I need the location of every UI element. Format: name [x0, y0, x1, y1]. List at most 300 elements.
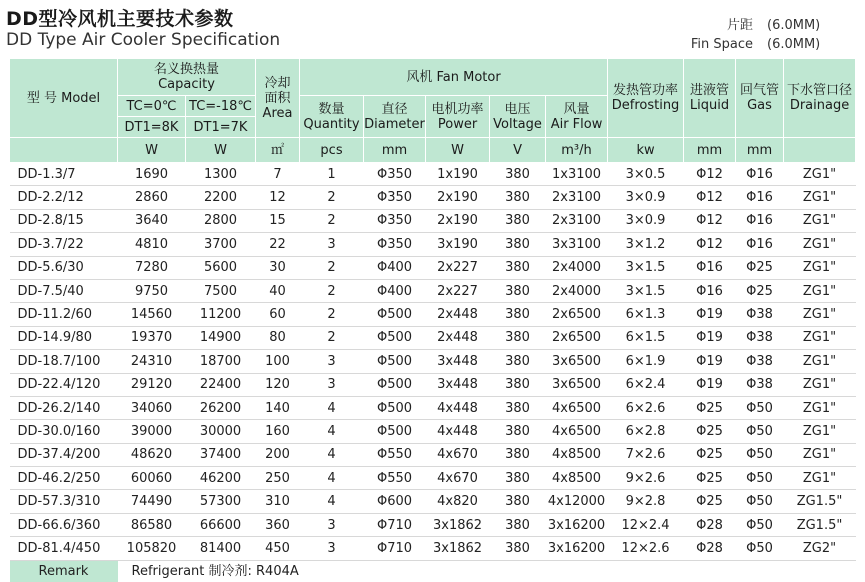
cell-capacity-0c: 60060 [118, 467, 186, 490]
cell-gas: Φ50 [736, 513, 784, 536]
cell-capacity-18c: 18700 [186, 350, 256, 373]
cell-quantity: 2 [300, 303, 364, 326]
header-fan-motor: 风机 Fan Motor [300, 59, 608, 96]
cell-power: 2x190 [426, 186, 490, 209]
unit-cell: W [118, 138, 186, 163]
cell-voltage: 380 [490, 279, 546, 302]
cell-diameter: Φ400 [364, 256, 426, 279]
unit-cell: kw [608, 138, 684, 163]
cell-capacity-0c: 24310 [118, 350, 186, 373]
cell-drainage: ZG1" [784, 326, 856, 349]
cell-power: 2x227 [426, 256, 490, 279]
cell-area: 450 [256, 537, 300, 560]
cell-voltage: 380 [490, 420, 546, 443]
cell-capacity-0c: 4810 [118, 233, 186, 256]
cell-gas: Φ50 [736, 467, 784, 490]
cell-capacity-18c: 22400 [186, 373, 256, 396]
cell-drainage: ZG1.5" [784, 490, 856, 513]
cell-defrost: 6×1.9 [608, 350, 684, 373]
cell-capacity-18c: 2800 [186, 209, 256, 232]
cell-liquid: Φ19 [684, 326, 736, 349]
cell-defrost: 7×2.6 [608, 443, 684, 466]
cell-capacity-18c: 30000 [186, 420, 256, 443]
cell-voltage: 380 [490, 396, 546, 419]
table-row [10, 303, 856, 326]
cell-capacity-0c: 29120 [118, 373, 186, 396]
cell-diameter: Φ500 [364, 350, 426, 373]
table-row [10, 513, 856, 536]
fin-space-cn-label: 片距 [726, 18, 753, 33]
cell-airflow: 4x6500 [546, 420, 608, 443]
cell-capacity-0c: 1690 [118, 163, 186, 186]
remark-text: Refrigerant 制冷剂: R404A [131, 563, 299, 579]
cell-capacity-18c: 46200 [186, 467, 256, 490]
cell-area: 160 [256, 420, 300, 443]
cell-model: DD-7.5/40 [10, 279, 118, 302]
cell-quantity: 4 [300, 420, 364, 443]
cell-model: DD-26.2/140 [10, 396, 118, 419]
table-row [10, 326, 856, 349]
cell-drainage: ZG1" [784, 233, 856, 256]
cell-liquid: Φ19 [684, 303, 736, 326]
cell-defrost: 6×2.4 [608, 373, 684, 396]
header-qty-en: Quantity [303, 116, 360, 132]
cell-capacity-0c: 48620 [118, 443, 186, 466]
cell-gas: Φ38 [736, 303, 784, 326]
table-header [10, 59, 856, 163]
cell-capacity-0c: 39000 [118, 420, 186, 443]
cell-model: DD-18.7/100 [10, 350, 118, 373]
header-dia-cn: 直径 [381, 101, 408, 117]
cell-defrost: 9×2.8 [608, 490, 684, 513]
cell-model: DD-2.2/12 [10, 186, 118, 209]
cell-power: 4x820 [426, 490, 490, 513]
cell-voltage: 380 [490, 467, 546, 490]
header-volt-en: Voltage [493, 116, 542, 132]
cell-voltage: 380 [490, 209, 546, 232]
header-area-cn1: 冷却 [264, 75, 291, 91]
cell-diameter: Φ500 [364, 420, 426, 443]
fin-space-block [691, 16, 841, 54]
cell-area: 250 [256, 467, 300, 490]
cell-gas: Φ38 [736, 350, 784, 373]
cell-drainage: ZG1" [784, 467, 856, 490]
cell-model: DD-46.2/250 [10, 467, 118, 490]
cell-capacity-18c: 37400 [186, 443, 256, 466]
fin-space-cn-value: (6.0MM) [767, 18, 821, 33]
cell-defrost: 6×1.3 [608, 303, 684, 326]
cell-capacity-18c: 66600 [186, 513, 256, 536]
cell-power: 4x448 [426, 420, 490, 443]
header-defrost [608, 59, 684, 138]
cell-drainage: ZG1" [784, 420, 856, 443]
cell-airflow: 2x6500 [546, 303, 608, 326]
cell-airflow: 1x3100 [546, 163, 608, 186]
cell-quantity: 3 [300, 233, 364, 256]
cell-area: 30 [256, 256, 300, 279]
cell-model: DD-2.8/15 [10, 209, 118, 232]
cell-area: 15 [256, 209, 300, 232]
fin-space-en-label: Fin Space [690, 37, 753, 52]
cell-airflow: 4x12000 [546, 490, 608, 513]
cell-capacity-0c: 34060 [118, 396, 186, 419]
cell-model: DD-5.6/30 [10, 256, 118, 279]
cell-quantity: 3 [300, 350, 364, 373]
cell-diameter: Φ600 [364, 490, 426, 513]
cell-area: 360 [256, 513, 300, 536]
table-row [10, 186, 856, 209]
cell-diameter: Φ500 [364, 303, 426, 326]
table-row [10, 420, 856, 443]
cell-drainage: ZG1" [784, 256, 856, 279]
header-liquid [684, 59, 736, 138]
cell-capacity-18c: 57300 [186, 490, 256, 513]
table-row [10, 537, 856, 560]
cell-power: 2x227 [426, 279, 490, 302]
cell-quantity: 2 [300, 186, 364, 209]
cell-model: DD-37.4/200 [10, 443, 118, 466]
header-drainage [784, 59, 856, 138]
cell-area: 7 [256, 163, 300, 186]
cell-quantity: 2 [300, 279, 364, 302]
cell-voltage: 380 [490, 350, 546, 373]
cell-capacity-18c: 2200 [186, 186, 256, 209]
header-liquid-cn: 进液管 [690, 83, 730, 98]
cell-capacity-0c: 105820 [118, 537, 186, 560]
cell-capacity-0c: 3640 [118, 209, 186, 232]
cell-quantity: 2 [300, 326, 364, 349]
cell-power: 4x448 [426, 396, 490, 419]
cell-model: DD-66.6/360 [10, 513, 118, 536]
cell-liquid: Φ25 [684, 420, 736, 443]
cell-liquid: Φ12 [684, 233, 736, 256]
cell-diameter: Φ500 [364, 373, 426, 396]
cell-diameter: Φ500 [364, 326, 426, 349]
cell-gas: Φ25 [736, 279, 784, 302]
table-body [10, 163, 856, 582]
unit-cell: ㎡ [256, 138, 300, 163]
cell-capacity-18c: 3700 [186, 233, 256, 256]
header-drain-cn: 下水管口径 [787, 83, 853, 98]
page-title-cn: DD型冷风机主要技术参数 [6, 8, 234, 30]
table-row [10, 256, 856, 279]
cell-area: 200 [256, 443, 300, 466]
cell-airflow: 3x16200 [546, 513, 608, 536]
cell-defrost: 3×1.5 [608, 256, 684, 279]
cell-model: DD-22.4/120 [10, 373, 118, 396]
cell-voltage: 380 [490, 490, 546, 513]
cell-liquid: Φ12 [684, 186, 736, 209]
cell-diameter: Φ350 [364, 209, 426, 232]
table-row [10, 467, 856, 490]
cell-voltage: 380 [490, 373, 546, 396]
header-gas [736, 59, 784, 138]
cell-capacity-0c: 2860 [118, 186, 186, 209]
cell-capacity-0c: 9750 [118, 279, 186, 302]
cell-gas: Φ16 [736, 163, 784, 186]
header-tc2: TC=-18℃ [186, 96, 256, 117]
cell-drainage: ZG1" [784, 209, 856, 232]
cell-capacity-18c: 1300 [186, 163, 256, 186]
cell-power: 3x1862 [426, 537, 490, 560]
cell-voltage: 380 [490, 163, 546, 186]
header-airflow [546, 96, 608, 138]
cell-diameter: Φ550 [364, 443, 426, 466]
cell-voltage: 380 [490, 233, 546, 256]
cell-airflow: 3x16200 [546, 537, 608, 560]
cell-drainage: ZG2" [784, 537, 856, 560]
cell-quantity: 3 [300, 537, 364, 560]
cell-liquid: Φ16 [684, 256, 736, 279]
header-area-cn2: 面积 [264, 90, 291, 106]
cell-voltage: 380 [490, 513, 546, 536]
cell-gas: Φ50 [736, 396, 784, 419]
table-row [10, 490, 856, 513]
header-gas-en: Gas [747, 98, 772, 113]
cell-power: 3x448 [426, 373, 490, 396]
cell-model: DD-3.7/22 [10, 233, 118, 256]
cell-liquid: Φ25 [684, 467, 736, 490]
cell-defrost: 3×0.5 [608, 163, 684, 186]
cell-capacity-18c: 7500 [186, 279, 256, 302]
cell-voltage: 380 [490, 537, 546, 560]
cell-diameter: Φ350 [364, 233, 426, 256]
cell-liquid: Φ16 [684, 279, 736, 302]
cell-liquid: Φ19 [684, 373, 736, 396]
cell-voltage: 380 [490, 443, 546, 466]
cell-capacity-18c: 26200 [186, 396, 256, 419]
cell-quantity: 2 [300, 209, 364, 232]
cell-quantity: 2 [300, 256, 364, 279]
cell-liquid: Φ19 [684, 350, 736, 373]
header-diameter [364, 96, 426, 138]
cell-drainage: ZG1" [784, 163, 856, 186]
cell-voltage: 380 [490, 256, 546, 279]
cell-diameter: Φ350 [364, 186, 426, 209]
cell-liquid: Φ12 [684, 163, 736, 186]
header-flow-cn: 风量 [563, 101, 590, 117]
header-quantity [300, 96, 364, 138]
cell-capacity-18c: 5600 [186, 256, 256, 279]
cell-defrost: 6×2.8 [608, 420, 684, 443]
cell-defrost: 3×0.9 [608, 209, 684, 232]
cell-liquid: Φ25 [684, 443, 736, 466]
table-row [10, 396, 856, 419]
cell-capacity-0c: 86580 [118, 513, 186, 536]
unit-cell: V [490, 138, 546, 163]
cell-defrost: 12×2.4 [608, 513, 684, 536]
unit-cell [784, 138, 856, 163]
cell-gas: Φ38 [736, 326, 784, 349]
header-flow-en: Air Flow [550, 116, 603, 132]
cell-diameter: Φ710 [364, 513, 426, 536]
cell-quantity: 4 [300, 490, 364, 513]
header-area [256, 59, 300, 138]
cell-airflow: 2x4000 [546, 256, 608, 279]
cell-model: DD-11.2/60 [10, 303, 118, 326]
cell-area: 80 [256, 326, 300, 349]
cell-defrost: 9×2.6 [608, 467, 684, 490]
cell-defrost: 12×2.6 [608, 537, 684, 560]
cell-area: 60 [256, 303, 300, 326]
remark-row [10, 560, 856, 582]
cell-power: 1x190 [426, 163, 490, 186]
cell-power: 3x190 [426, 233, 490, 256]
cell-power: 4x670 [426, 467, 490, 490]
cell-liquid: Φ25 [684, 396, 736, 419]
cell-diameter: Φ500 [364, 396, 426, 419]
header-volt-cn: 电压 [504, 101, 531, 117]
cell-area: 12 [256, 186, 300, 209]
cell-power: 2x448 [426, 326, 490, 349]
cell-capacity-0c: 7280 [118, 256, 186, 279]
header-capacity [118, 59, 256, 96]
cell-gas: Φ50 [736, 490, 784, 513]
cell-quantity: 3 [300, 513, 364, 536]
cell-liquid: Φ12 [684, 209, 736, 232]
cell-diameter: Φ550 [364, 467, 426, 490]
cell-area: 120 [256, 373, 300, 396]
cell-drainage: ZG1" [784, 396, 856, 419]
cell-airflow: 4x8500 [546, 443, 608, 466]
cell-gas: Φ38 [736, 373, 784, 396]
table-row [10, 443, 856, 466]
table-row [10, 233, 856, 256]
cell-power: 2x448 [426, 303, 490, 326]
fin-space-en-value: (6.0MM) [767, 37, 821, 52]
header-capacity-en: Capacity [158, 77, 215, 92]
cell-defrost: 3×1.2 [608, 233, 684, 256]
cell-diameter: Φ400 [364, 279, 426, 302]
cell-model: DD-30.0/160 [10, 420, 118, 443]
cell-quantity: 1 [300, 163, 364, 186]
cell-drainage: ZG1" [784, 373, 856, 396]
cell-power: 4x670 [426, 443, 490, 466]
spec-table [9, 58, 856, 582]
header-power-en: Power [437, 116, 478, 132]
cell-liquid: Φ28 [684, 513, 736, 536]
cell-model: DD-14.9/80 [10, 326, 118, 349]
cell-model: DD-1.3/7 [10, 163, 118, 186]
cell-capacity-0c: 14560 [118, 303, 186, 326]
unit-cell: W [426, 138, 490, 163]
cell-area: 100 [256, 350, 300, 373]
cell-capacity-18c: 81400 [186, 537, 256, 560]
cell-defrost: 3×1.5 [608, 279, 684, 302]
cell-airflow: 3x6500 [546, 350, 608, 373]
cell-quantity: 4 [300, 443, 364, 466]
table-row [10, 279, 856, 302]
unit-cell: W [186, 138, 256, 163]
cell-airflow: 2x6500 [546, 326, 608, 349]
header-liquid-en: Liquid [689, 98, 730, 113]
cell-area: 22 [256, 233, 300, 256]
cell-area: 140 [256, 396, 300, 419]
header-defrost-en: Defrosting [611, 98, 680, 113]
cell-gas: Φ50 [736, 443, 784, 466]
cell-gas: Φ50 [736, 537, 784, 560]
cell-area: 40 [256, 279, 300, 302]
cell-power: 2x190 [426, 209, 490, 232]
cell-drainage: ZG1" [784, 279, 856, 302]
cell-gas: Φ16 [736, 233, 784, 256]
cell-airflow: 3x6500 [546, 373, 608, 396]
cell-capacity-0c: 19370 [118, 326, 186, 349]
cell-airflow: 4x8500 [546, 467, 608, 490]
header-gas-cn: 回气管 [740, 83, 780, 98]
cell-capacity-18c: 14900 [186, 326, 256, 349]
cell-drainage: ZG1" [784, 350, 856, 373]
cell-gas: Φ50 [736, 420, 784, 443]
remark-label: Remark [10, 560, 118, 582]
header-qty-cn: 数量 [318, 101, 345, 117]
header-dia-en: Diameter [364, 116, 425, 132]
table-row [10, 163, 856, 186]
cell-model: DD-81.4/450 [10, 537, 118, 560]
cell-airflow: 2x3100 [546, 186, 608, 209]
cell-defrost: 6×1.5 [608, 326, 684, 349]
header-defrost-cn: 发热管功率 [613, 83, 679, 98]
header-voltage [490, 96, 546, 138]
cell-airflow: 2x3100 [546, 209, 608, 232]
unit-cell: mm [684, 138, 736, 163]
table-row [10, 209, 856, 232]
cell-model: DD-57.3/310 [10, 490, 118, 513]
header-area-en: Area [262, 105, 293, 121]
cell-capacity-18c: 11200 [186, 303, 256, 326]
header-drain-en: Drainage [789, 98, 850, 113]
cell-area: 310 [256, 490, 300, 513]
cell-quantity: 4 [300, 467, 364, 490]
cell-airflow: 2x4000 [546, 279, 608, 302]
cell-power: 3x1862 [426, 513, 490, 536]
header-capacity-cn: 名义换热量 [154, 62, 220, 77]
cell-liquid: Φ25 [684, 490, 736, 513]
cell-gas: Φ16 [736, 209, 784, 232]
header-power-cn: 电机功率 [431, 101, 484, 117]
cell-capacity-0c: 74490 [118, 490, 186, 513]
cell-voltage: 380 [490, 326, 546, 349]
cell-gas: Φ25 [736, 256, 784, 279]
units-spacer [10, 138, 118, 163]
cell-defrost: 3×0.9 [608, 186, 684, 209]
header-power [426, 96, 490, 138]
cell-liquid: Φ28 [684, 537, 736, 560]
cell-diameter: Φ710 [364, 537, 426, 560]
header-tc1: TC=0℃ [118, 96, 186, 117]
header-dt1: DT1=8K [118, 117, 186, 138]
header-model: 型 号 Model [10, 59, 118, 138]
cell-quantity: 4 [300, 396, 364, 419]
cell-airflow: 4x6500 [546, 396, 608, 419]
table-row [10, 373, 856, 396]
cell-voltage: 380 [490, 186, 546, 209]
table-row [10, 350, 856, 373]
unit-cell: pcs [300, 138, 364, 163]
units-row [10, 138, 856, 163]
cell-quantity: 3 [300, 373, 364, 396]
cell-drainage: ZG1.5" [784, 513, 856, 536]
header-dt2: DT1=7K [186, 117, 256, 138]
page-title-en: DD Type Air Cooler Specification [6, 30, 281, 50]
cell-airflow: 3x3100 [546, 233, 608, 256]
unit-cell: m³/h [546, 138, 608, 163]
cell-power: 3x448 [426, 350, 490, 373]
cell-drainage: ZG1" [784, 303, 856, 326]
cell-defrost: 6×2.6 [608, 396, 684, 419]
cell-drainage: ZG1" [784, 186, 856, 209]
unit-cell: mm [364, 138, 426, 163]
